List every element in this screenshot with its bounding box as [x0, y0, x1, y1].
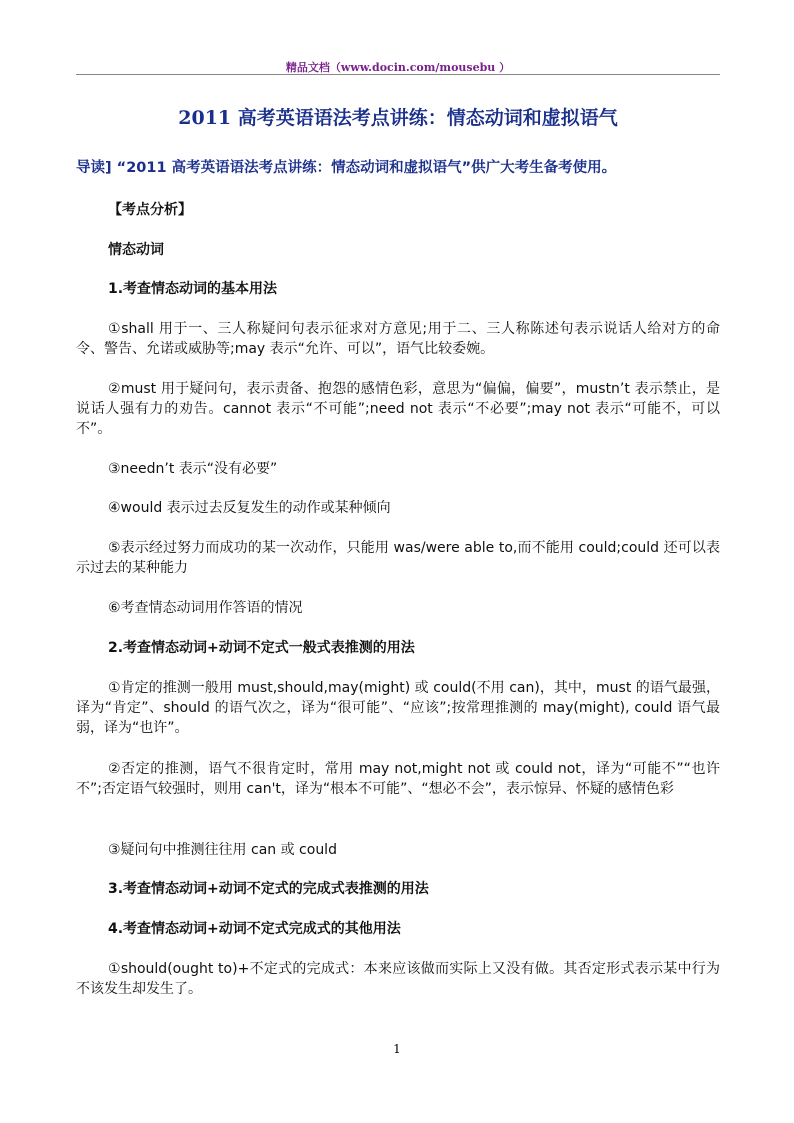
point1-item-4: ④would 表示过去反复发生的动作或某种倾向 — [108, 500, 391, 516]
point2-item-3: ③疑问句中推测往往用 can 或 could — [108, 842, 337, 858]
point2-heading: 2.考查情态动词+动词不定式一般式表推测的用法 — [108, 640, 415, 656]
intro-paragraph: 导读] “2011 高考英语语法考点讲练：情态动词和虚拟语气”供广大考生备考使用。 — [76, 160, 617, 176]
header-text: 精品文档（www.docin.com/mousebu ） — [285, 61, 511, 74]
point2-item-2: ②否定的推测，语气不很肯定时，常用 may not,might not 或 could not，译为“可能不”“也许不”;否定语气较强时，则用 can't，译为“根本不可能”、“想必不会”，表示惊异、怀疑的感情色彩 — [76, 761, 720, 797]
point1-item-5: ⑤表示经过努力而成功的某一次动作，只能用 was/were able to,而不能用 could;could 还可以表示过去的某种能力 — [76, 540, 720, 576]
point2-item-1: ①肯定的推测一般用 must,should,may(might) 或 could(不用 can)，其中，must 的语气最强，译为“肯定”、should 的语气次之，译为“很可能”、“应该”;按常理推测的 may(might), could 语气最弱，译为“也许”。 — [76, 680, 720, 736]
page-number: 1 — [393, 1042, 401, 1056]
point1-item-1: ①shall 用于一、三人称疑问句表示征求对方意见;用于二、三人称陈述句表示说话人给对方的命令、警告、允诺或威胁等;may 表示“允许、可以”，语气比较委婉。 — [76, 321, 720, 357]
point4-item-1: ①should(ought to)+不定式的完成式：本来应该做而实际上又没有做。其否定形式表示某中行为不该发生却发生了。 — [76, 961, 720, 997]
point1-item-2: ②must 用于疑问句，表示责备、抱怨的感情色彩，意思为“偏偏，偏要”，mustn’t 表示禁止，是说话人强有力的劝告。cannot 表示“不可能”;need not 表示“不必要”;may not 表示“可能不，可以不”。 — [76, 381, 720, 437]
document-title: 2011 高考英语语法考点讲练：情态动词和虚拟语气 — [178, 107, 618, 129]
analysis-heading: 【考点分析】 — [108, 202, 192, 218]
point1-heading: 1.考查情态动词的基本用法 — [108, 281, 278, 297]
modal-verbs-heading: 情态动词 — [108, 242, 164, 258]
point3-heading: 3.考查情态动词+动词不定式的完成式表推测的用法 — [108, 881, 429, 897]
point4-heading: 4.考查情态动词+动词不定式完成式的其他用法 — [108, 921, 401, 937]
page-header — [76, 56, 720, 75]
point1-item-3: ③needn’t 表示“没有必要” — [108, 461, 278, 477]
point1-item-6: ⑥考查情态动词用作答语的情况 — [108, 600, 303, 616]
